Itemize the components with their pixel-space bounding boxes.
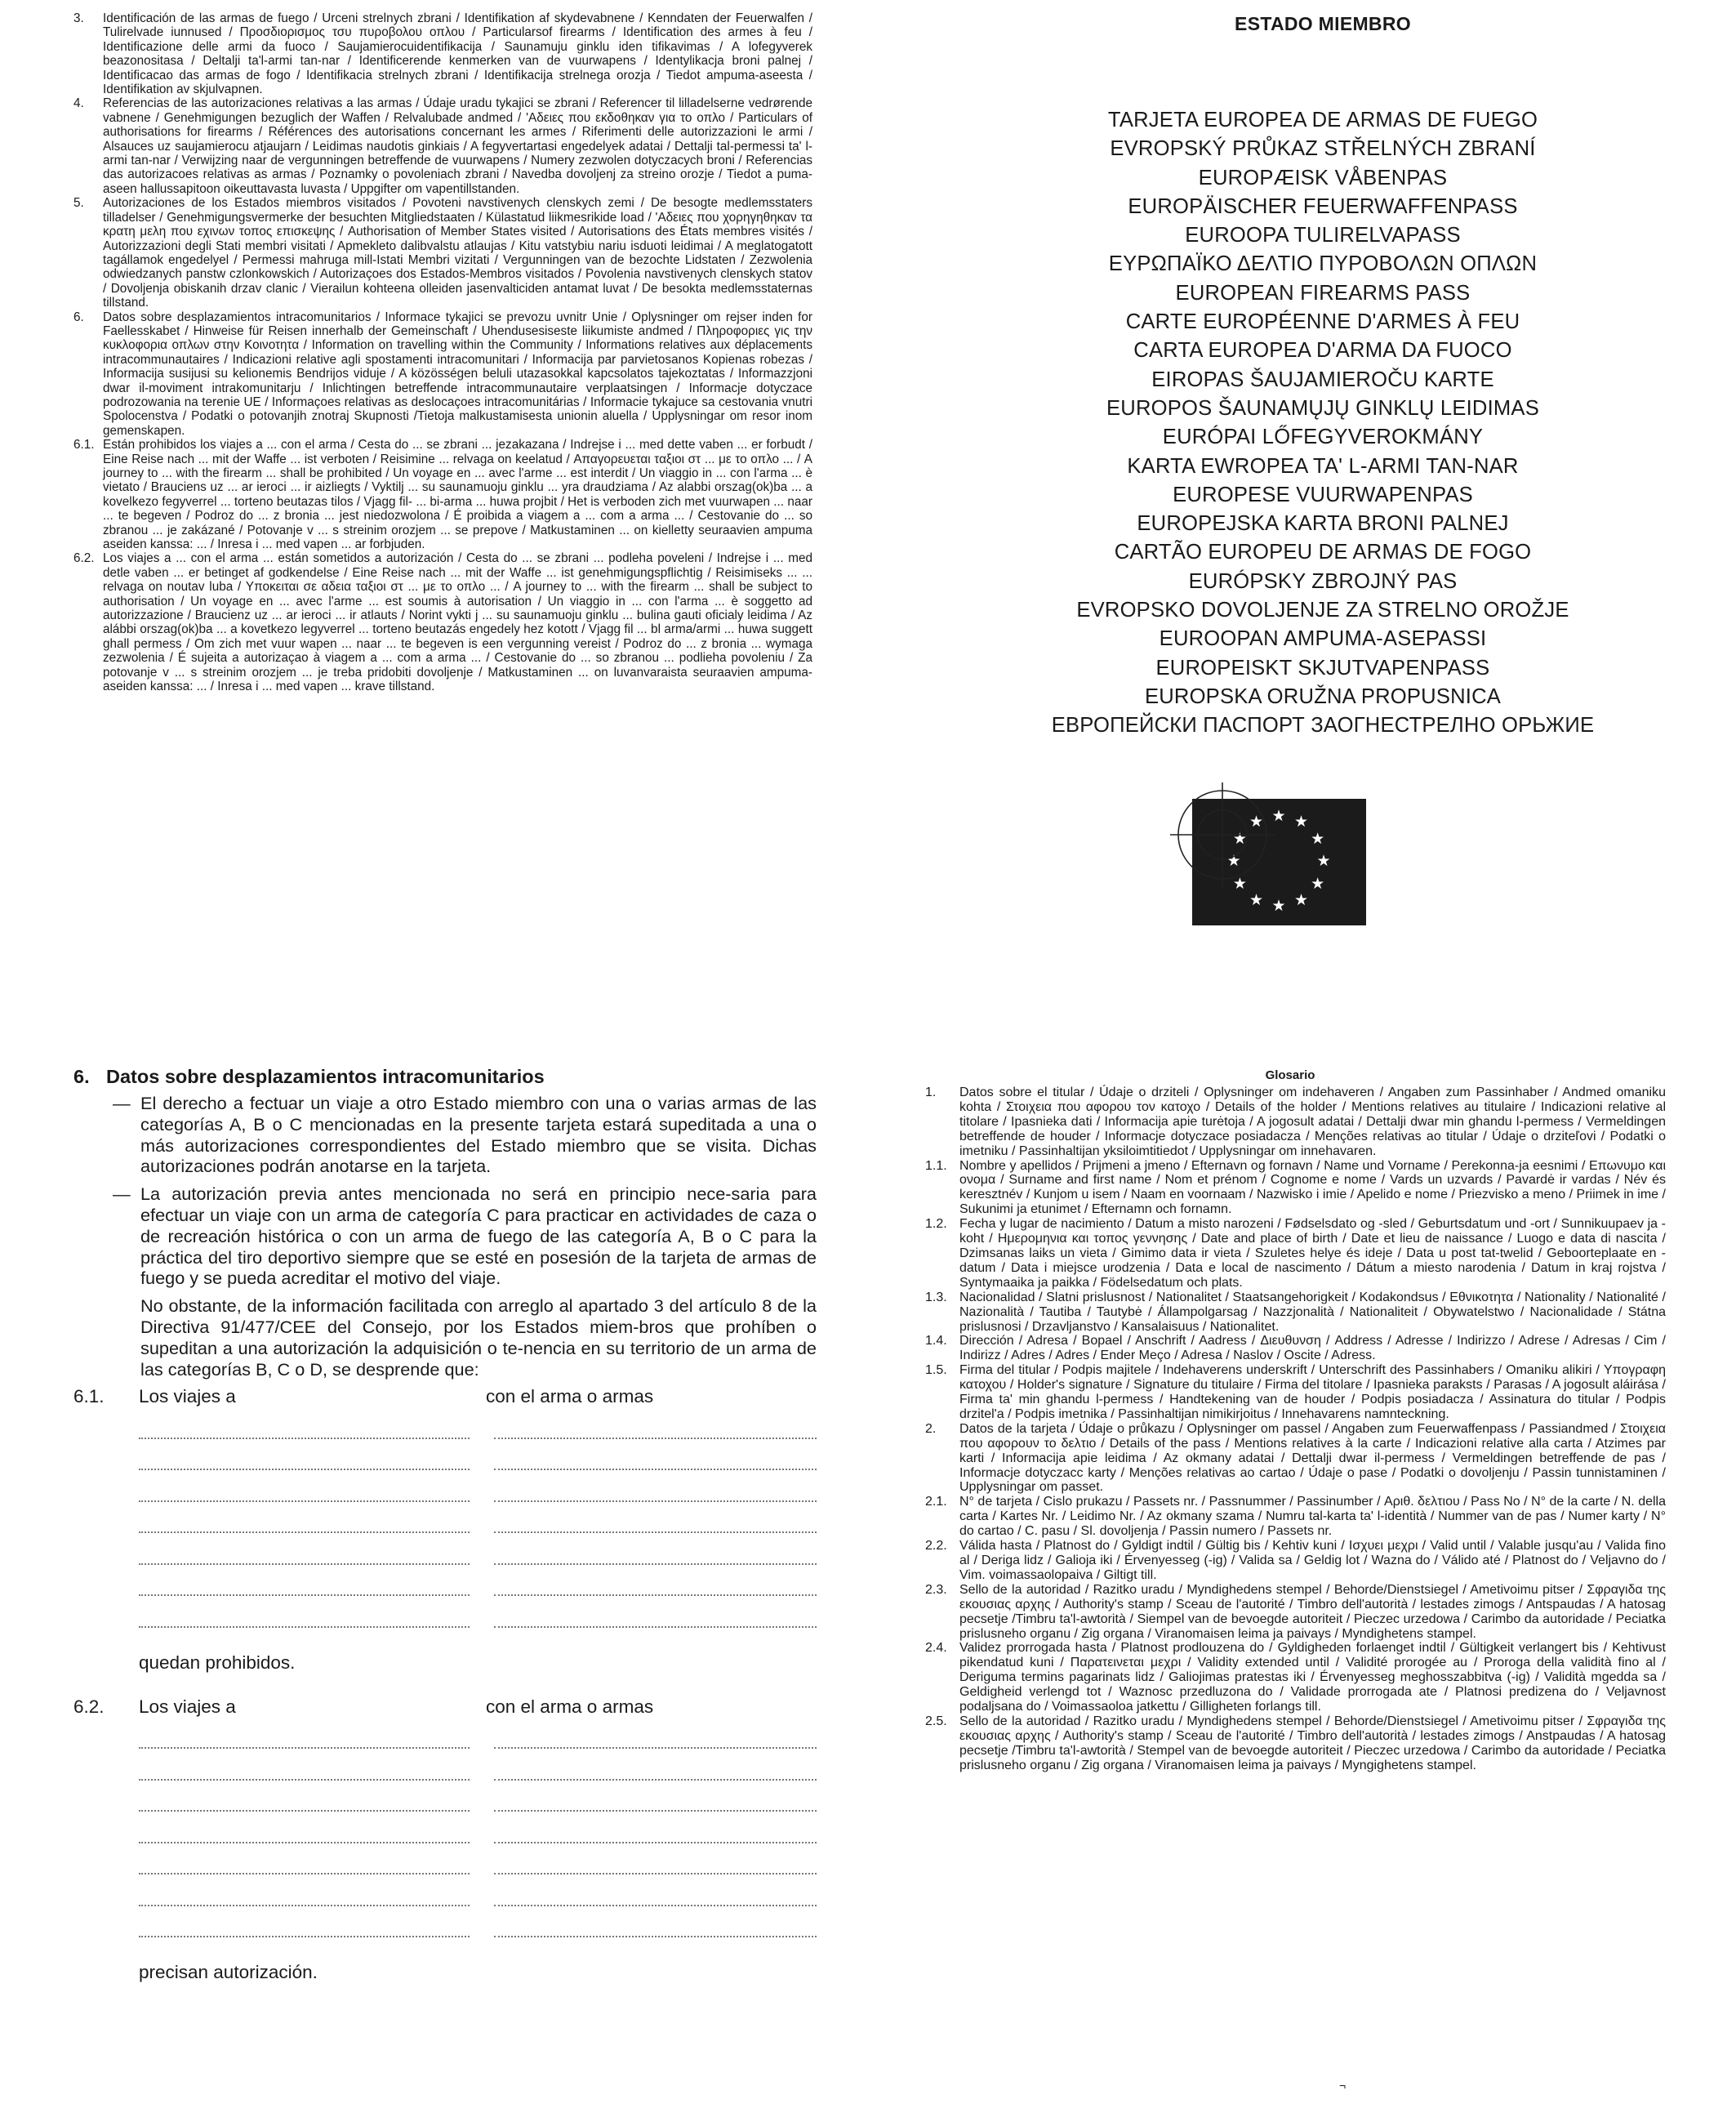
row-6-2 [65,1696,817,1718]
pass-title-line: EUROPSKA ORUŽNA PROPUSNICA [1144,684,1502,708]
row-6-1 [65,1386,817,1407]
bullet-text: El derecho a fectuar un viaje a otro Estado miembro con una o varias armas de las categorías A, B o C mencionadas en la presente tarjeta estará supeditada a una o más autorizaciones correspondientes del Estado miembro que se visita. Dichas autorizaciones podrán anotarse en la tarjeta. [140,1093,817,1177]
list-item [65,551,812,693]
page-mark: ¬ [1339,2079,1347,2092]
star-icon: ★ [1311,830,1325,848]
list-item [915,1291,1666,1335]
list-item [915,1334,1666,1363]
fill-line[interactable] [139,1596,817,1628]
list-item [65,438,812,551]
pass-title-line: EURÓPSKY ZBROJNÝ PAS [1188,569,1458,593]
item-text: Los viajes a ... con el arma ... están sometidos a autorización / Cesta do ... se zbrani ... podleha poveleni / Indrejse i ... med detle vaben ... er betinget af godkendelse / Eine Reise nach ... mit der Waffe ... ist genehmigungspflichtig / Reisimiseks ... ... relvaga on noutav luba / Υποκειται σε αδεια ταξιοι στ ... με το οπλο ... / A journey to ... with the firearm ... shall be subject to authorisation / Un voyage en ... avec l'arme ... est soumis à autorisation / Un viaggio in ... con l'arma ... è soggetto ad autorizzazione / Braucienz uz ... ar ieroci ... ir atlauts / Norint vykti j ... su saunamuoju ginklu ... bulina gauti oficialy leidima / Az alábbi orszag(ok)ba ... a kovetkezo legyverrel ... torteno beutazás engedely hez kotott / Vjagg fil ... bl arma/armi ... huwa suggett ghall permess / Om zich met vuur wapen ... naar ... te begeven is een vergunning vereist / Podroz do ... z bronia ... wymaga zezwolenia / É sujeita a autorizaçao à viagem a ... com a arma ... / Cestovanie do ... so zbranou ... podlieha povoleniu / Za potovanje v ... s streinim orozjem ... je treba pridobiti dovoljenje / Matkustaminen ... on luvanvaraista seuraavien ampuma-aseiden kanssa: ... / Inresa i ... med vapen ... krave tillstand. [103,551,812,694]
list-item [65,96,812,196]
crosshair-icon [1164,779,1368,934]
item-text: Datos sobre el titular / Údaje o drziteli / Oplysninger om indehaveren / Angaben zum Passinhaber / Andmed omaniku kohta / Στοιχεια που αφορου τον κατοχο / Details of the holder / Mentions relatives au titulaire / Indicazioni relative al titolare / Ipasnieka dati / Informacija apie turėtoja / A jogosult adatai / Dettalji dwar min ghandu l-permess / Vermeldingen betreffende de houder / Informacje dotyczace posiadacza / Menções relativas ao titular / Údaje o drziteľovi / Podatki o imetniku / Passinhaltijan yksiloimtitiedot / Upplysningar om innehavaren. [959,1085,1666,1158]
dash-icon: — [113,1093,131,1113]
item-text: Autorizaciones de los Estados miembros visitados / Povoteni navstivenych clenskych zemi / De besogte medlemsstaters tilladelser / Genehmigungsvermerke der besuchten Mitgliedstaaten / Külastatud liikmesrikide load / 'Αδειες που χορηγηθηκαν τα κρατη μελη που εχινων τοπος επισκεψης / Authorisation of Member States visited / Autorisations des États membres visités / Autorizzazioni degli Stati membri visitati / Apmekleto dalibvalstu atlaujas / Kitu vatstybiu nariu isduoti leidimai / A meglatogatott tagállamok engedelyel / Permessi mahruga mill-Istati Membri vizitati / Vergunningen van de bezochte Lidstaten / Zezwolenia odwiedzanych panstw czlonkowskich / Autorizaçoes dos Estados-Membros visitados / Povolenia navstivenych clenskych statov / Dovoljenja obiskanih drzav clanic / Vierailun kohteena olleiden jasenvalticiden antamat luvat / De besokta medlemsstaternas tillstand. [103,196,812,310]
item-text: Fecha y lugar de nacimiento / Datum a misto narozeni / Fødselsdato og -sled / Geburtsdatum und -ort / Sunnikuupaev ja -koht / Ημερομηνια και τοπος γεννησης / Date and place of birth / Date et lieu de naissance / Luogo e data di nascita / Dzimsanas laiks un vieta / Gimimo data ir vieta / Szuletes helye és ideje / Data u post tat-twelid / Geboorteplaate en -datum / Data i miejsce urodzenia / Data e local de nascimento / Dátum a miesto narodenia / Datum in kraj rojstva / Syntymaaika ja paikka / Födelsedatum och plats. [959,1217,1666,1290]
item-number: 6.1. [73,438,95,452]
fill-line[interactable] [139,1439,817,1471]
fill-line[interactable] [139,1906,817,1938]
item-number: 2.4. [925,1641,947,1656]
pass-title-line: EIROPAS ŠAUJAMIEROČU KARTE [1151,368,1494,391]
fill-line[interactable] [139,1565,817,1597]
star-icon: ★ [1293,814,1309,831]
pass-title-line: EUROPEAN FIREARMS PASS [1175,281,1471,305]
row-right-label: con el arma o armas [486,1386,654,1407]
multilingual-list [65,11,812,694]
star-icon: ★ [1316,853,1331,870]
star-icon: ★ [1311,875,1325,893]
pass-title-line: EVROPSKÝ PRŮKAZ STŘELNÝCH ZBRANÍ [1110,137,1536,161]
star-icon: ★ [1293,891,1309,909]
row-closing-text: precisan autorización. [139,1962,318,1983]
item-text: Están prohibidos los viajes a ... con el arma / Cesta do ... se zbrani ... jezakazana / Indrejse i ... med dette vaben ... er forbudt / Eine Reise nach ... mit der Waffe ... ist verboten / Reisimine ... relvaga on keelatud / Απαγορευεται ταξιοι στ ... με το οπλο ... / A journey to ... with the firearm ... shall be prohibited / Un voyage en ... avec l'arme ... est interdit / Un viaggio in ... con l'arma ... è vietato / Brauciens uz ... ar ieroci ... ir aizliegts / Vyktilj ... su saunamuoju ginklu ... yra draudziama / Az alabbi orszag(ok)ba ... a kovelkezo fegyverrel ... torteno beutazas tilos / Vjagg fil- ... bi-arma ... huwa projbit / Het is verboden zich met vuurwapen ... naar ... te begeven / Podroz do ... z bronia ... jest niedozwolona / É proibida a viagem a ... com a arma ... / Cestovanie do ... so zbranou ... je zakázané / Potovanje v ... s streinim orozjem ... se prepove / Matkustaminen ... on kielletty seuraavien ampuma aseiden kanssa: ... / Inresa i ... med vapen ... ar forbjuden. [103,438,812,552]
pass-title-line: EVROPSKO DOVOLJENJE ZA STRELNO OROŽJE [1076,599,1569,622]
glossary-panel [915,1068,1666,2097]
row-left-label: Los viajes a [139,1696,236,1717]
pass-title-line: CARTA EUROPEA D'ARMA DA FUOCO [1133,339,1512,363]
item-number: 5. [73,196,84,211]
item-number: 4. [73,96,84,111]
star-icon: ★ [1271,808,1286,825]
star-icon: ★ [1249,891,1264,909]
item-text: Sello de la autoridad / Razitko uradu / Myndighedens stempel / Behorde/Dienstsiegel / Ametivoimu pitser / Σφραγιδα της εκουσιας αρχης / Authority's stamp / Sceau de l'autorité / Timbro dell'autorità / lestades zimogs / Antspaudas / A hatosag pecsetje /Timbru ta'l-awtorità / Siempel van de bevoegde autoriteit / Pieczec urzedowa / Carimbo da autoridade / Peciatka prislusneho organu / Zig organa / Viranomaisen leima ja paivays / Myndighetens stampel. [959,1582,1666,1641]
item-text: Nacionalidad / Slatni prislusnost / Nationalitet / Staatsangehorigkeit / Kodakondsus / Εθνικοτητα / Nationality / Nationalité / Nazionalità / Tautiba / Tautybė / Állampolgarsag / Nazzjonalità / Nationaliteit / Obywatelstwo / Nacionalidade / Státna prislusnosi / Drzavljanstvo / Kansalaisuus / Nationalitet. [959,1290,1666,1334]
item-text: Datos sobre desplazamientos intracomunitarios / Informace tykajici se prevozu uvnitr Unie / Oplysninger om rejser inden for Faellesskabet / Hinweise für Reisen innerhalb der Gemeinschaft / Uhendusesiseste liikumiste andmed / Πληροφοριες γις την κυκλοφορια οπλων στην Κοινοτητα / Information on travelling within the Community / Informations relatives aux déplacements intracommunautaires / Indicazioni relative agli spostamenti intracomunitari / Informacija par parvietosanos Kopienas robezas / Informacija susijusi su kelionemis Bendrijos viduje / A közösségen beluli utazasokkal kapcsolatos tajekoztatas / Informazzjoni dwar il-moviment intrakomunitarju / Inlichtingen betreffende intracommunautaire verplaatsingen / Informacje dotyczace podrozowania na terenie UE / Informaçoes relativas as deslocaçoes intracomunitárias / Informacie tykajuce sa cestovania vnutri Spolocenstva / Podatki o potovanjih znotraj Skupnosti /Tietoja malkustamisesta unionin aluella / Upplysningar om resor inom gemenskapen. [103,310,812,438]
item-number: 3. [73,11,84,25]
item-text: Identificación de las armas de fuego / Urceni strelnych zbrani / Identifikation af skydevabnene / Kenndaten der Feuerwalfen / Tulirelvade iunnused / Προσδιορισμος τσυ πυροβολου οπλου / Particularsof firearms / Identification des armes à feu / Identificazione delle armi da fuoco / Saujamierocuidentifikacija / Saunamuju ginklu iden tifikavimas / A lofegyverek beazonositasa / Deltalji ta'l-armi tan-nar / Identificerende kenmerken van de vuurwapens / Identylikacja broni palnej / Identificacao das armas de fogo / Identifikacia strelnych zbrani / Identifikacija strelnega orozja / Tiedot ampuma-aseesta / Identifikation av skjulvapnen. [103,11,812,97]
fill-line[interactable] [139,1533,817,1565]
pass-title-line: KARTA EWROPEA TA' L-ARMI TAN-NAR [1127,454,1519,478]
pass-title-line: ΕΥΡΩΠΑΪΚΟ ΔΕΛΤΙΟ ΠΥΡΟΒΟΛΩΝ ΟΠΛΩΝ [1108,252,1538,276]
row-number: 6.1. [73,1386,105,1407]
dash-icon: — [113,1184,131,1205]
fill-line[interactable] [139,1749,817,1781]
pass-title-line: TARJETA EUROPEA DE ARMAS DE FUEGO [1107,109,1538,132]
list-item [915,1217,1666,1291]
bullet-item [113,1093,817,1177]
fill-line[interactable] [139,1843,817,1875]
star-icon: ★ [1232,830,1247,848]
pass-title-line: EURÓPAI LŐFEGYVEROKMÁNY [1162,426,1484,449]
fill-line[interactable] [139,1718,817,1750]
item-number: 6. [73,310,84,324]
section-paragraph: No obstante, de la información facilitada con arreglo al apartado 3 del artículo 8 de la Directiva 91/477/CEE del Consejo, por los Estados miem-bros que prohíben o supeditan a una autorización la adquisición o te-nencia en su territorio de un arma de las categorías B, C o D, se desprende que: [140,1295,817,1380]
fill-line[interactable] [139,1470,817,1502]
item-text: Sello de la autoridad / Razitko uradu / Myndighedens stempel / Behorde/Dienstsiegel / Ametivoimu pitser / Σφραγιδα της εκουσιας αρχης / Authority's stamp / Sceau de l'autorité / Timbro dell'autorità / lestades zimogs / Anstpaudas / A hatosag pecsetje /Timbru ta'l-awtorità / Stempel van de bevoegde autoriteit / Pieczec urzedowa / Carimbo da autoridade / Peciatka prislusneho organu / Zig organa / Viranomaisen leima ja paivays / Myngighetens stampel. [959,1714,1666,1772]
item-text: Firma del titular / Podpis majitele / Indehaverens underskrift / Unterschrift des Passinhabers / Omaniku alikiri / Υπογραφη κατοχου / Holder's signature / Signature du titulaire / Firma del titolare / Ipasnieka paraksts / Parasas / A jogosult aláirása / Firma ta' min ghandu l-permess / Handtekening van de houder / Podpis posiadacza / Assinatura do titular / Podpis drzitel'a / Podpis imetnika / Passinhaltijan nimikirjoitus / Innehavarens namnteckning. [959,1363,1666,1421]
glossary-title: Glosario [1265,1068,1315,1082]
item-text: Datos de la tarjeta / Údaje o průkazu / Oplysninger om passel / Angaben zum Feuerwaffenpass / Passiandmed / Στοιχεια που αφορουν το δελτιο / Details of the pass / Mentions relatives à la carte / Indicazioni relative alla carta / Atzimes par karti / Informacija apie leidima / Az okmany adatai / Dettalji dwar il-permess / Vermeldingen betreffende de pas / Informacje dotyczacc karty / Menções relativas ao cartao / Údaje o pase / Podatki o dovoljenju / Passin tunnistaminen / Upplysningar om passet. [959,1421,1666,1495]
list-item [915,1159,1666,1218]
list-item [915,1539,1666,1583]
fill-line[interactable] [139,1781,817,1812]
item-text: N° de tarjeta / Cislo prukazu / Passets nr. / Passnummer / Passinumber / Αριθ. δελτιου / Pass No / N° de la carte / N. della carta / Kartes Nr. / Leidimo Nr. / Az okmany szama / Numru tal-karta ta' l-identità / Nummer van de pas / Numer karty / N° do cartao / C. pasu / Sl. dovoljenja / Passin numero / Passets nr. [959,1495,1666,1539]
star-icon: ★ [1226,853,1241,870]
glossary-list [915,1085,1666,1773]
bullet-item [113,1184,817,1289]
pass-title-line: EUROPÆISK VÅBENPAS [1198,166,1448,189]
item-number: 1.2. [925,1217,947,1232]
star-icon: ★ [1271,898,1286,915]
item-text: Válida hasta / Platnost do / Gyldigt indtil / Gültig bis / Kehtiv kuni / Ισχυει μεχρι / Valid until / Valable jusqu'au / Valida fino al / Deriga lidz / Galioja iki / Érvenyesseg (-ig) / Valida sa / Geldig lot / Wazna do / Válido até / Platnost do / Veljavno do / Vim. voimassaolopaiva / Giltigt till. [959,1539,1666,1582]
section-title: Datos sobre desplazamientos intracomunitarios [106,1066,545,1087]
item-number: 1.4. [925,1334,947,1348]
fill-line[interactable] [139,1407,817,1439]
fill-line[interactable] [139,1502,817,1534]
item-number: 1. [925,1085,937,1099]
pass-title-line: EUROOPA TULIRELVAPASS [1185,224,1461,247]
fill-line[interactable] [139,1875,817,1906]
item-text: Validez prorrogada hasta / Platnost prodlouzena do / Gyldigheden forlaenget indtil / Gültigkeit verlangert bis / Kehtivust pikendatud kuni / Παρατεινεται μεχρι / Validity extended until / Validité prorogée au / Proroga della validità fino al / Deriguma termins pagarinats lidz / Galiojimas pratestas iki / Érvenyesseg meghosszabbitva (-ig) / Validità mgedda sa / Geldigheid verlengd tot / Waznosc przedluzona do / Validade prorrogada ate / Platnosi predizena do / Veljavnost podaljsana do / Voimassaoloa jatkettu / Gilligheten forlangs till. [959,1641,1666,1714]
list-item [915,1714,1666,1773]
item-number: 2.5. [925,1714,947,1728]
pass-title-line: EUROPÄISCHER FEUERWAFFENPASS [1128,194,1518,218]
list-item [65,196,812,310]
row-right-label: con el arma o armas [486,1696,654,1717]
dotted-fill-lines [139,1718,817,1938]
star-icon: ★ [1249,814,1264,831]
pass-title-line: EUROPESE VUURWAPENPAS [1173,483,1473,506]
pass-title-line: CARTE EUROPÉENNE D'ARMES À FEU [1125,310,1520,334]
pass-title-line: EUROOPAN AMPUMA-ASEPASSI [1159,627,1487,651]
item-number: 1.3. [925,1290,947,1304]
pass-title-line: EUROPOS ŠAUNAMŲJŲ GINKLŲ LEIDIMAS [1106,396,1539,420]
item-number: 2.2. [925,1539,947,1554]
pass-title-line: CARTÃO EUROPEU DE ARMAS DE FOGO [1114,541,1532,564]
item-number: 2. [925,1421,937,1436]
bullet-text: La autorización previa antes mencionada no será en principio nece-saria para efectuar un viaje con un arma de categoría C para practicar en actividades de caza o de recreación histórica o con un arma de fuego de las categoría A, B o C para la práctica del tiro deportivo siempre que se esté en posesión de la tarjeta de armas de fuego y se pueda acreditar el motivo del viaje. [140,1184,817,1289]
row-closing-text: quedan prohibidos. [139,1652,296,1673]
list-item [915,1495,1666,1539]
row-left-label: Los viajes a [139,1386,236,1407]
section-number: 6. [73,1066,90,1087]
state-heading: ESTADO MIEMBRO [1235,13,1411,34]
list-item [65,11,812,96]
star-icon: ★ [1232,875,1247,893]
list-item [915,1641,1666,1714]
row-number: 6.2. [73,1696,105,1717]
pass-titles [964,106,1682,741]
fill-line[interactable] [139,1812,817,1843]
item-text: Nombre y apellidos / Prijmeni a jmeno / Efternavn og fornavn / Name und Vorname / Perekonna-ja eesnimi / Επωνυμο και ονομα / Surname and first name / Nom et prénom / Cognome e nome / Vards un uzvards / Pavardė ir vardas / Név és keresztnév / Kunjom u isem / Naam en voornaam / Nazwisko i imie / Apelido e nome / Priezvisko a meno / Priimek in ime / Sukunimi ja etunimet / Efternamn och fornamn. [959,1158,1666,1217]
cover-panel [964,7,1682,987]
pass-title-line: EUROPEISKT SKJUTVAPENPASS [1155,656,1490,680]
list-item [65,310,812,439]
item-number: 1.5. [925,1363,947,1378]
pass-title-line: EUROPEJSKA KARTA BRONI PALNEJ [1137,512,1509,536]
list-item [915,1363,1666,1422]
pass-title-line: ЕВРОПЕЙСКИ ПАСПОРТ ЗАОГНЕСТРЕЛНО ОРЬЖИЕ [1051,714,1595,738]
item-number: 2.1. [925,1495,947,1509]
list-item [915,1422,1666,1496]
list-item [915,1583,1666,1642]
item-number: 2.3. [925,1582,947,1597]
top-left-list-panel [65,11,812,1016]
item-number: 6.2. [73,551,95,566]
item-number: 1.1. [925,1158,947,1173]
dotted-fill-lines [139,1407,817,1628]
item-text: Referencias de las autorizaciones relativas a las armas / Údaje uradu tykajici se zbrani / Referencer til lilladelserne vedrørende vabnene / Genehmigungen bezuglich der Waffen / Relvalubade andmed / 'Αδειες που εκδοθηκαν για το οπλο / Particulars of authorisations for firearms / Références des autorisations concernant les armes / Riferimenti delle autorizzazioni le armi / Alsauces uz saujamierocu atjaujarn / Leidimas naudotis ginkiais / A fegyvertartasi engedelyek adatai / Dettalji tal-permessi ta' l-armi tan-nar / Verwijzing naar de vergunningen betreffende de vuurwapens / Numery zezwolen dotyczacych broni / Referencias das autorizacoes relativas as armas / Poznamky o povoleniach zbrani / Navedba dovoljenj za streino orozje / Tiedot a puma-aseen hallussapitoon oikeuttavasta luvasta / Uppgifter om vapentillstanden. [103,96,812,196]
item-text: Dirección / Adresa / Bopael / Anschrift / Aadress / Διευθυνση / Address / Adresse / Indirizzo / Adrese / Adresas / Cim / Indirizz / Adres / Adres / Ender Meço / Adresa / Naslov / Oscite / Adress. [959,1334,1666,1363]
section6-panel [65,1066,817,2103]
eu-emblem [1164,779,1368,934]
section-heading [65,1066,817,1088]
list-item [915,1085,1666,1159]
